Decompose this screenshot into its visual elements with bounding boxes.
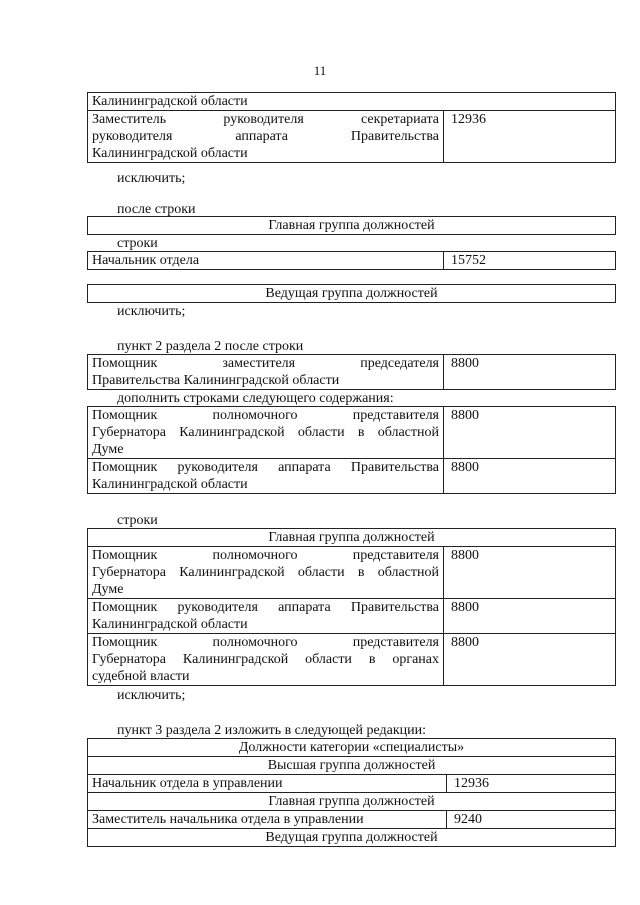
row-name <box>88 547 444 599</box>
table-new-edition <box>87 738 616 847</box>
instruction-text: исключить; <box>117 171 186 186</box>
row-name-line: руководителя аппарата Правительства <box>92 129 439 144</box>
row-name-line: Помощник руководителя аппарата Правительства <box>92 600 439 615</box>
instruction-text: строки <box>117 513 158 528</box>
table-excluded-rows <box>87 528 616 686</box>
instruction-text: исключить; <box>117 304 186 319</box>
table-row <box>88 459 616 494</box>
row-name <box>88 634 444 686</box>
group-header: Главная группа должностей <box>88 793 616 811</box>
row-name-line: Думе <box>92 582 124 597</box>
table-row <box>88 634 616 686</box>
row-name-line: Губернатора Калининградской области в областной <box>92 565 439 580</box>
row-name-line: Губернатора Калининградской области в органах <box>92 652 439 667</box>
table-row <box>88 793 616 811</box>
instruction-text: пункт 3 раздела 2 изложить в следующей редакции: <box>117 723 427 738</box>
table-row <box>88 547 616 599</box>
row-value: 15752 <box>444 252 616 270</box>
page-number: 11 <box>313 63 327 78</box>
row-name-line: Помощник полномочного представителя <box>92 548 439 563</box>
table-row <box>88 529 616 547</box>
table-row-block <box>87 251 616 270</box>
instruction-text: исключить; <box>117 688 186 703</box>
table-added-rows <box>87 406 616 494</box>
instruction-text: пункт 2 раздела 2 после строки <box>117 339 304 354</box>
row-name: Начальник отдела <box>88 252 444 270</box>
table-group-header <box>87 216 616 235</box>
table-row <box>88 775 616 793</box>
row-name-line: Помощник полномочного представителя <box>92 408 439 423</box>
table-row <box>88 252 616 270</box>
row-value: 8800 <box>444 355 616 390</box>
row-name <box>88 111 444 163</box>
category-header: Должности категории «специалисты» <box>88 739 616 757</box>
group-header: Высшая группа должностей <box>88 757 616 775</box>
group-header: Ведущая группа должностей <box>88 829 616 847</box>
table-continuation <box>87 92 616 163</box>
row-name-line: Правительства Калининградской области <box>92 373 340 388</box>
row-name <box>88 459 444 494</box>
instruction-text: дополнить строками следующего содержания: <box>117 391 394 406</box>
row-name: Калининградской области <box>88 93 616 111</box>
row-value: 12936 <box>447 775 616 793</box>
row-name: Начальник отдела в управлении <box>88 775 447 793</box>
row-name-line: Помощник руководителя аппарата Правительства <box>92 460 439 475</box>
table-row <box>88 599 616 634</box>
table-row <box>88 93 616 111</box>
table-row <box>88 217 616 235</box>
row-name: Заместитель начальника отдела в управлении <box>88 811 447 829</box>
instruction-text: после строки <box>117 202 196 217</box>
table-row <box>88 355 616 390</box>
row-name-line: Думе <box>92 442 124 457</box>
table-row-block <box>87 354 616 390</box>
row-name-line: Помощник заместителя председателя <box>92 356 439 371</box>
row-value: 12936 <box>444 111 616 163</box>
row-value: 8800 <box>444 547 616 599</box>
instruction-text: строки <box>117 236 158 251</box>
row-name-line: Калининградской области <box>92 477 248 492</box>
row-name <box>88 599 444 634</box>
row-name-line: Губернатора Калининградской области в областной <box>92 425 439 440</box>
row-value: 8800 <box>444 634 616 686</box>
row-name-line: Калининградской области <box>92 146 248 161</box>
table-row <box>88 811 616 829</box>
row-value: 9240 <box>447 811 616 829</box>
row-name <box>88 407 444 459</box>
table-row <box>88 739 616 757</box>
row-name-line: судебной власти <box>92 669 190 684</box>
row-name-line: Калининградской области <box>92 617 248 632</box>
row-value: 8800 <box>444 407 616 459</box>
table-row <box>88 757 616 775</box>
group-header: Главная группа должностей <box>88 529 616 547</box>
group-header: Ведущая группа должностей <box>88 285 616 303</box>
group-header: Главная группа должностей <box>88 217 616 235</box>
row-name-line: Заместитель руководителя секретариата <box>92 112 439 127</box>
table-group-header <box>87 284 616 303</box>
row-value: 8800 <box>444 599 616 634</box>
row-value: 8800 <box>444 459 616 494</box>
table-row <box>88 829 616 847</box>
table-row <box>88 111 616 163</box>
table-row <box>88 285 616 303</box>
table-row <box>88 407 616 459</box>
row-name-line: Помощник полномочного представителя <box>92 635 439 650</box>
row-name <box>88 355 444 390</box>
